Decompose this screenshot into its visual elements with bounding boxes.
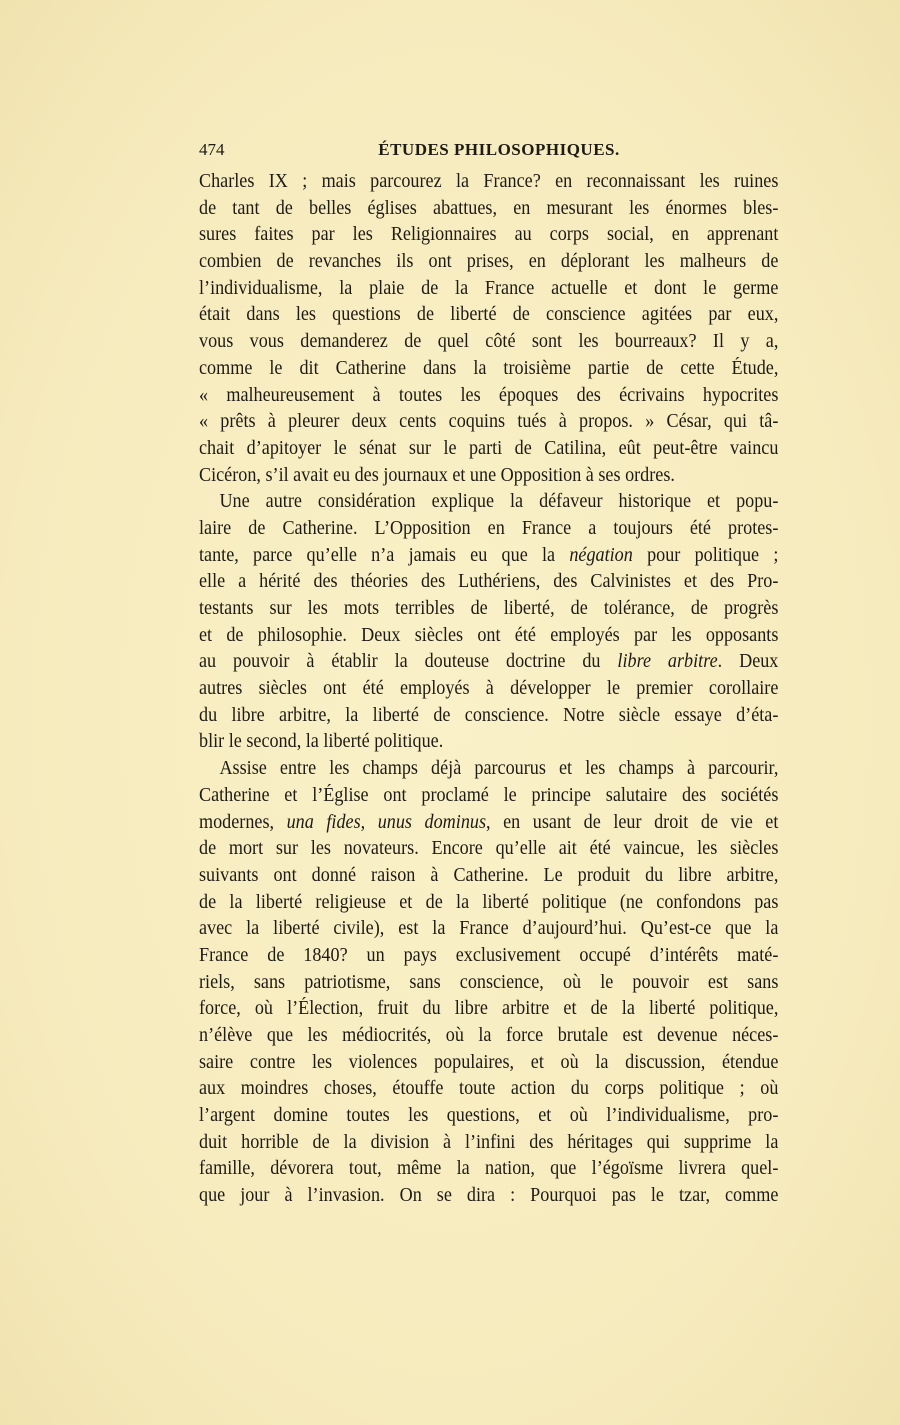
text-line [199, 356, 778, 383]
text-segment: suivants ont donné raison à Catherine. Le produit du libre arbitre, [199, 864, 779, 886]
text-segment: au pouvoir à établir la douteuse doctrine du [199, 651, 618, 673]
text-segment: testants sur les mots terribles de liberté, de tolérance, de progrès [199, 598, 779, 619]
running-title: ÉTUDES PHILOSOPHIQUES. [378, 140, 620, 159]
text-line [199, 1103, 778, 1130]
text-segment: blir le second, la liberté politique. [199, 731, 444, 753]
text-line [199, 302, 778, 329]
italic-text: négation [569, 544, 633, 566]
text-segment: pour politique ; [632, 544, 779, 566]
text-segment: de tant de belles églises abattues, en mesurant les énormes bles- [199, 197, 779, 219]
text-line [199, 1130, 778, 1157]
page-header [199, 140, 779, 166]
text-segment: Catherine et l’Église ont proclamé le principe salutaire des sociétés [199, 784, 779, 806]
text-line [199, 196, 778, 223]
text-segment: elle a hérité des théories des Luthériens, des Calvinistes et des Pro- [199, 571, 779, 593]
text-segment: duit horrible de la division à l’infini des héritages qui supprime la [199, 1131, 779, 1153]
text-segment: que jour à l’invasion. On se dira : Pourquoi pas le tzar, comme [199, 1185, 779, 1207]
text-segment: combien de revanches ils ont prises, en déplorant les malheurs de [199, 251, 779, 273]
text-segment: laire de Catherine. L’Opposition en France a toujours été protes- [199, 517, 779, 539]
text-line [199, 516, 778, 543]
text-line [199, 409, 778, 436]
text-segment: aux moindres choses, étouffe toute action du corps politique ; où [199, 1078, 779, 1100]
text-line [199, 810, 778, 837]
text-segment: l’individualisme, la plaie de la France actuelle et dont le germe [199, 277, 779, 299]
text-segment: était dans les questions de liberté de conscience agitées par eux, [199, 304, 779, 326]
text-line [199, 543, 778, 570]
text-line [199, 1076, 778, 1103]
text-segment: famille, dévorera tout, même la nation, que l’égoïsme livrera quel- [199, 1158, 779, 1180]
text-line [199, 676, 778, 703]
text-line [199, 756, 778, 783]
text-line [199, 249, 778, 276]
text-line [199, 970, 778, 997]
text-segment: Assise entre les champs déjà parcourus et les champs à parcourir, [219, 758, 779, 780]
text-segment: « malheureusement à toutes les époques des écrivains hypocrites [199, 384, 779, 406]
text-segment: Cicéron, s’il avait eu des journaux et une Opposition à ses ordres. [199, 464, 675, 486]
text-line [199, 783, 778, 810]
text-line [199, 916, 778, 943]
text-line [199, 436, 778, 463]
text-line [199, 169, 778, 196]
text-segment: de la liberté religieuse et de la liberté politique (ne confondons pas [199, 891, 779, 913]
text-line [199, 1156, 778, 1183]
text-line [199, 729, 778, 756]
text-segment: « prêts à pleurer deux cents coquins tués à propos. » César, qui tâ- [199, 411, 779, 433]
text-segment: avec la liberté civile), est la France d’aujourd’hui. Qu’est-ce que la [199, 918, 779, 940]
text-line [199, 569, 778, 596]
text-line [199, 943, 778, 970]
text-segment: du libre arbitre, la liberté de conscience. Notre siècle essaye d’éta- [199, 704, 779, 726]
text-line [199, 222, 778, 249]
text-line [199, 996, 778, 1023]
text-segment: autres siècles ont été employés à développer le premier corollaire [199, 678, 779, 700]
text-segment: , en usant de leur droit de vie et [486, 811, 779, 833]
page-number: 474 [199, 140, 225, 159]
text-segment: l’argent domine toutes les questions, et où l’individualisme, pro- [199, 1105, 779, 1127]
text-line [199, 863, 778, 890]
italic-text: una fides, unus dominus [286, 811, 487, 833]
text-segment: comme le dit Catherine dans la troisième partie de cette Étude, [199, 357, 779, 379]
italic-text: libre arbitre [617, 651, 718, 673]
text-line [199, 703, 778, 730]
text-segment: France de 1840? un pays exclusivement occupé d’intérêts maté- [199, 944, 779, 966]
text-line [199, 329, 778, 356]
text-segment: de mort sur les novateurs. Encore qu’elle ait été vaincue, les siècles [199, 838, 779, 860]
text-line [199, 836, 778, 863]
text-line [199, 463, 778, 490]
text-segment: et de philosophie. Deux siècles ont été employés par les opposants [199, 624, 779, 646]
text-segment: chait d’apitoyer le sénat sur le parti de Catilina, eût peut-être vaincu [199, 437, 779, 459]
text-segment: riels, sans patriotisme, sans conscience, où le pouvoir est sans [199, 971, 779, 993]
text-segment: vous vous demanderez de quel côté sont les bourreaux? Il y a, [199, 331, 779, 353]
text-segment: Une autre considération explique la défaveur historique et popu- [219, 491, 779, 513]
text-segment: Charles IX ; mais parcourez la France? en reconnaissant les ruines [199, 171, 779, 192]
text-line [199, 649, 778, 676]
text-line [199, 383, 778, 410]
text-segment: modernes, [199, 811, 287, 833]
text-line [199, 276, 778, 303]
text-line [199, 596, 778, 623]
text-segment: n’élève que les médiocrités, où la force brutale est devenue néces- [199, 1025, 779, 1046]
text-line [199, 890, 778, 917]
text-line [199, 1050, 778, 1077]
text-segment: sures faites par les Religionnaires au corps social, en apprenant [199, 224, 779, 246]
text-segment: . Deux [717, 651, 779, 673]
text-line [199, 489, 778, 516]
text-line [199, 1183, 778, 1210]
text-segment: force, où l’Élection, fruit du libre arbitre et de la liberté politique, [199, 998, 779, 1020]
text-segment: saire contre les violences populaires, et où la discussion, étendue [199, 1051, 779, 1073]
text-segment: tante, parce qu’elle n’a jamais eu que la [199, 544, 570, 566]
text-line [199, 1023, 778, 1050]
text-line [199, 623, 778, 650]
page-body-text [199, 169, 779, 1210]
